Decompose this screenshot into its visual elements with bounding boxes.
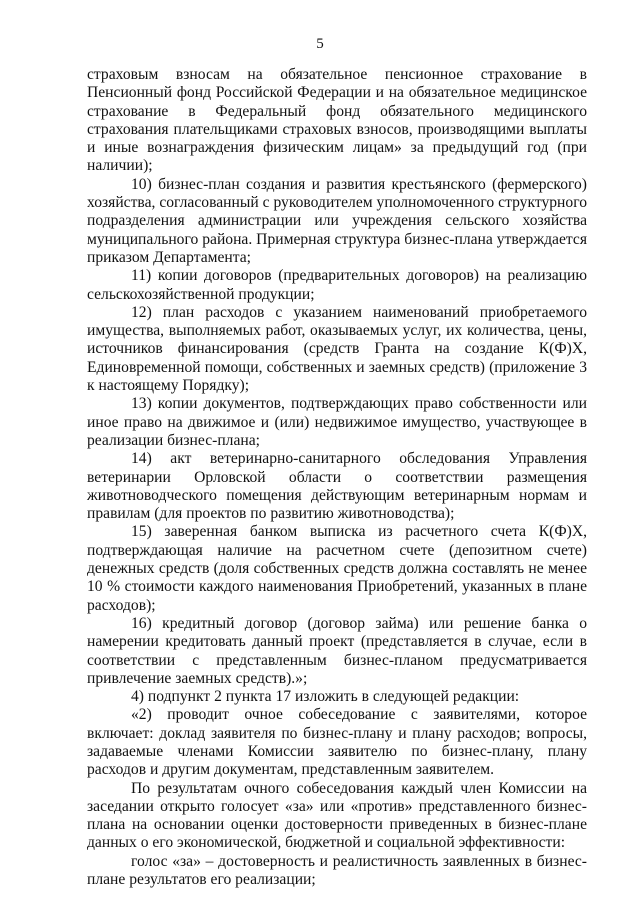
paragraph-item-16: 16) кредитный договор (договор займа) или решение банка о намерении кредитовать данный проект (представляется в случае, если в соответствии с представленным бизнес-планом предусматривается привлечение заемных средств).»; bbox=[87, 614, 587, 687]
page-number: 5 bbox=[316, 36, 324, 52]
paragraph-item-14: 14) акт ветеринарно-санитарного обследования Управления ветеринарии Орловской области о соответствии размещения животноводческого помещения действующим ветеринарным нормам и правилам (для проектов по развитию животноводства); bbox=[87, 450, 587, 523]
paragraph-vote-for: голос «за» – достоверность и реалистичность заявленных в бизнес-плане результатов его реализации; bbox=[87, 852, 587, 889]
paragraph-item-10: 10) бизнес-план создания и развития крестьянского (фермерского) хозяйства, согласованный с руководителем уполномоченного структурного подразделения администрации или учреждения сельского хозяйства муниципального района. Примерная структура бизнес-плана утверждается приказом Департамента; bbox=[87, 175, 587, 266]
paragraph-voting: По результатам очного собеседования каждый член Комиссии на заседании открыто голосует «за» или «против» представленного бизнес-плана на основании оценки достоверности приведенных в бизнес-плане данных о его экономической, бюджетной и социальной эффективности: bbox=[87, 779, 587, 852]
paragraph-item-13: 13) копии документов, подтверждающих право собственности или иное право на движимое и (или) недвижимое имущество, участвующее в реализации бизнес-плана; bbox=[87, 395, 587, 449]
paragraph-item-11: 11) копии договоров (предварительных договоров) на реализацию сельскохозяйственной продукции; bbox=[87, 267, 587, 303]
paragraph-subitem-2: «2) проводит очное собеседование с заявителями, которое включает: доклад заявителя по бизнес-плану и плану расходов; вопросы, задаваемые членами Комиссии заявителю по бизнес-плану, плану расходов и другим документам, представленным заявителем. bbox=[87, 706, 587, 779]
paragraph-item-15: 15) заверенная банком выписка из расчетного счета К(Ф)Х, подтверждающая наличие на расчетном счете (депозитном счете) денежных средств (доля собственных средств должна составлять не менее 10 % стоимости каждого наименования Приобретений, указанных в плане расходов); bbox=[87, 523, 587, 614]
paragraph-amendment-4: 4) подпункт 2 пункта 17 изложить в следующей редакции: bbox=[131, 688, 520, 706]
paragraph-item-12: 12) план расходов с указанием наименований приобретаемого имущества, выполняемых работ, оказываемых услуг, их количества, цены, источников финансирования (средств Гранта на создание К(Ф)Х, Единовременной помощи, собственных и заемных средств) (приложение 3 к настоящему Порядку); bbox=[87, 303, 587, 395]
document-body bbox=[87, 66, 587, 889]
paragraph-continuation: страховым взносам на обязательное пенсионное страхование в Пенсионный фонд Российской Федерации и на обязательное медицинское страхование в Федеральный фонд обязательного медицинского страхования плательщиками страховых взносов, производящими выплаты и иные вознаграждения физическим лицам» за предыдущий год (при наличии); bbox=[87, 66, 587, 175]
